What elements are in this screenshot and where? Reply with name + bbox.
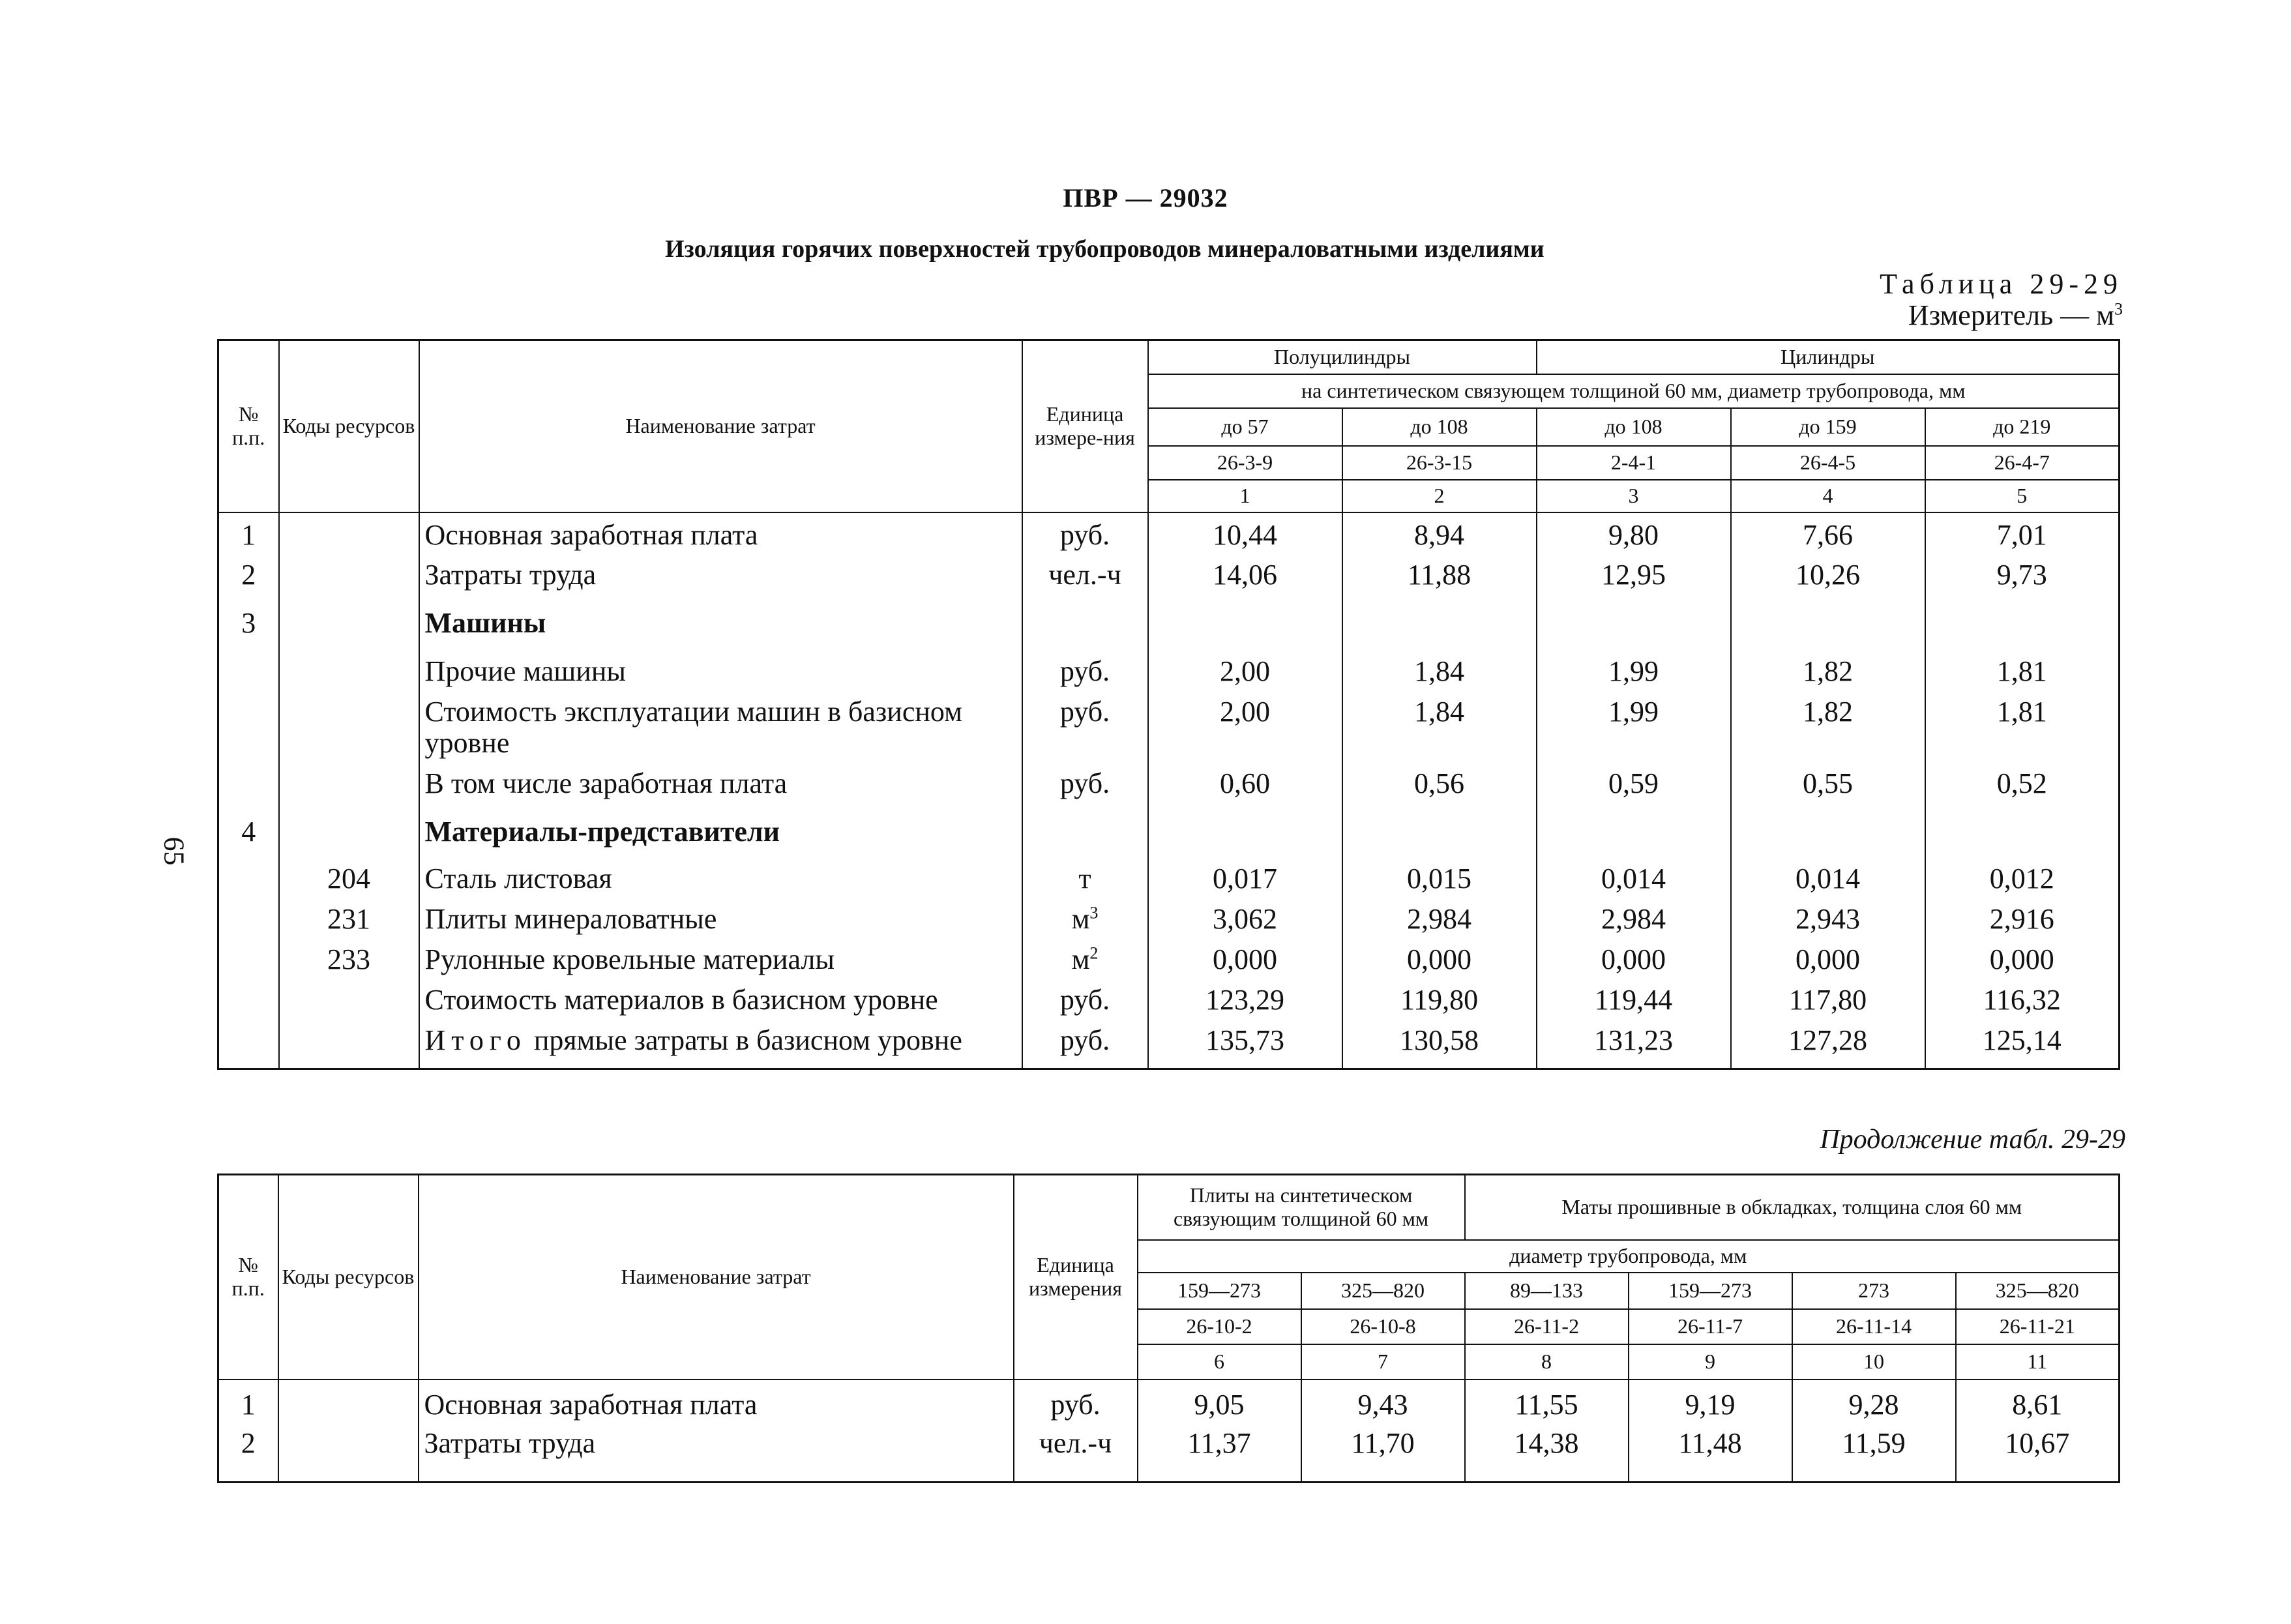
row-value: 10,67 [1956,1428,2120,1483]
row-value: 125,14 [1925,1025,2120,1069]
section-heading: Машины [419,608,1022,656]
row-code [279,512,419,559]
header-diameter: 89—133 [1465,1273,1629,1309]
header-colnum: 3 [1537,480,1731,512]
row-name: Плиты минераловатные [419,904,1022,944]
row-value: 2,916 [1925,904,2120,944]
header-diameter: 325—820 [1956,1273,2120,1309]
table-row [218,1428,2120,1483]
row-value: 9,73 [1925,559,2120,608]
row-value [1925,816,2120,863]
row-value: 14,06 [1148,559,1342,608]
table-row [218,768,2120,816]
row-code: 204 [279,863,419,904]
row-code [279,768,419,816]
row-name [419,1025,1022,1069]
row-num: 2 [218,1428,278,1483]
row-value: 11,70 [1301,1428,1465,1483]
row-value: 1,81 [1925,696,2120,768]
header-code: 26-3-9 [1148,446,1342,480]
row-value: 11,48 [1629,1428,1792,1483]
header-colnum: 11 [1956,1344,2120,1380]
header-colnum: 6 [1138,1344,1301,1380]
row-code [279,816,419,863]
header-num: № п.п. [218,1175,278,1380]
row-num [218,656,279,696]
header-colnum: 5 [1925,480,2120,512]
header-diameter: до 108 [1537,408,1731,446]
header-diameter: до 108 [1342,408,1537,446]
section-heading: Материалы-представители [419,816,1022,863]
row-value: 14,38 [1465,1428,1629,1483]
row-value [1925,608,2120,656]
unit-sup: 2 [1089,943,1099,962]
row-value: 117,80 [1731,984,1925,1025]
row-value: 116,32 [1925,984,2120,1025]
header-num: № п.п. [218,340,279,512]
header-unit: Единица измерения [1014,1175,1138,1380]
header-code: 26-11-21 [1956,1309,2120,1344]
unit-text: м [1071,902,1090,935]
row-value: 1,84 [1342,656,1537,696]
table-row [218,696,2120,768]
row-value: 123,29 [1148,984,1342,1025]
table-row [218,559,2120,608]
row-value: 2,984 [1342,904,1537,944]
cost-table-main [217,339,2120,1070]
row-value: 1,81 [1925,656,2120,696]
header-colnum: 10 [1792,1344,1956,1380]
row-value [1537,608,1731,656]
row-value: 9,43 [1301,1380,1465,1428]
header-colnum: 1 [1148,480,1342,512]
row-unit [1022,944,1148,984]
row-name: Основная заработная плата [419,1380,1014,1428]
row-value [1342,608,1537,656]
header-group-plity: Плиты на синтетическом связующим толщиной 60 мм [1138,1175,1465,1240]
header-colnum: 8 [1465,1344,1629,1380]
row-num: 2 [218,559,279,608]
header-code: 26-11-7 [1629,1309,1792,1344]
row-unit: т [1022,863,1148,904]
row-value: 0,52 [1925,768,2120,816]
row-unit: руб. [1022,656,1148,696]
document-title: ПВР — 29032 [1063,183,1228,213]
row-num [218,904,279,944]
row-code [279,696,419,768]
row-value [1148,816,1342,863]
row-value: 9,80 [1537,512,1731,559]
row-value: 0,012 [1925,863,2120,904]
row-unit [1022,816,1148,863]
header-group-polucilindry: Полуцилиндры [1148,340,1537,374]
header-colnum: 2 [1342,480,1537,512]
row-value: 11,37 [1138,1428,1301,1483]
row-value: 2,943 [1731,904,1925,944]
row-value [1537,816,1731,863]
header-group-maty: Маты прошивные в обкладках, толщина слоя 60 мм [1465,1175,2120,1240]
row-unit: руб. [1014,1380,1138,1428]
table-row [218,1380,2120,1428]
row-num: 1 [218,512,279,559]
header-codes: Коды ресурсов [278,1175,419,1380]
row-value: 8,61 [1956,1380,2120,1428]
header-code: 26-11-2 [1465,1309,1629,1344]
table-row-section [218,816,2120,863]
header-code: 26-10-8 [1301,1309,1465,1344]
header-name: Наименование затрат [419,340,1022,512]
row-value: 2,984 [1537,904,1731,944]
row-value: 9,19 [1629,1380,1792,1428]
row-value: 0,017 [1148,863,1342,904]
header-diameter: до 159 [1731,408,1925,446]
row-value: 131,23 [1537,1025,1731,1069]
row-num [218,768,279,816]
row-value: 0,55 [1731,768,1925,816]
table-row [218,656,2120,696]
unit-sup: 3 [1089,902,1099,922]
row-code [279,1025,419,1069]
header-code: 26-10-2 [1138,1309,1301,1344]
row-value: 10,26 [1731,559,1925,608]
row-value: 0,59 [1537,768,1731,816]
row-value: 11,88 [1342,559,1537,608]
row-value: 9,28 [1792,1380,1956,1428]
header-code: 26-11-14 [1792,1309,1956,1344]
row-unit: руб. [1022,512,1148,559]
header-code: 26-4-7 [1925,446,2120,480]
header-diameter: до 57 [1148,408,1342,446]
header-unit: Единица измере-ния [1022,340,1148,512]
document-subtitle: Изоляция горячих поверхностей трубопроводов минераловатными изделиями [665,235,1545,263]
row-value: 0,000 [1342,944,1537,984]
header-name: Наименование затрат [419,1175,1014,1380]
row-unit: чел.-ч [1014,1428,1138,1483]
header-colnum: 7 [1301,1344,1465,1380]
row-num [218,696,279,768]
row-value: 135,73 [1148,1025,1342,1069]
header-diameter: 273 [1792,1273,1956,1309]
row-unit: руб. [1022,696,1148,768]
total-label-rest: прямые затраты в базисном уровне [526,1024,962,1056]
row-value: 0,014 [1731,863,1925,904]
row-value: 1,82 [1731,656,1925,696]
row-name: Сталь листовая [419,863,1022,904]
row-value: 127,28 [1731,1025,1925,1069]
row-num [218,1025,279,1069]
continuation-label: Продолжение табл. 29-29 [1820,1125,2125,1155]
row-name: Основная заработная плата [419,512,1022,559]
unit-text: м [1071,943,1090,975]
row-value: 0,000 [1925,944,2120,984]
row-unit [1022,904,1148,944]
row-code [279,559,419,608]
table-row [218,512,2120,559]
row-value: 1,84 [1342,696,1537,768]
total-label: Итого [424,1024,527,1056]
row-unit: руб. [1022,1025,1148,1069]
header-code: 26-3-15 [1342,446,1537,480]
cost-table-continuation [217,1174,2120,1483]
row-name: Затраты труда [419,559,1022,608]
row-name: Затраты труда [419,1428,1014,1483]
row-value: 8,94 [1342,512,1537,559]
row-value: 2,00 [1148,696,1342,768]
row-unit: руб. [1022,984,1148,1025]
unit-label-text: Измеритель — м [1908,299,2114,331]
row-value: 7,01 [1925,512,2120,559]
row-value: 7,66 [1731,512,1925,559]
row-value: 0,60 [1148,768,1342,816]
row-value: 0,000 [1148,944,1342,984]
row-code [279,984,419,1025]
header-diameter: 325—820 [1301,1273,1465,1309]
header-diameter: до 219 [1925,408,2120,446]
row-code [278,1380,419,1428]
header-subheader: на синтетическом связующем толщиной 60 мм, диаметр трубопровода, мм [1148,374,2120,408]
header-code: 2-4-1 [1537,446,1731,480]
row-value: 2,00 [1148,656,1342,696]
header-code: 26-4-5 [1731,446,1925,480]
row-value: 1,99 [1537,656,1731,696]
row-name: Стоимость материалов в базисном уровне [419,984,1022,1025]
row-unit: чел.-ч [1022,559,1148,608]
row-code: 231 [279,904,419,944]
table-row [218,863,2120,904]
row-value: 119,80 [1342,984,1537,1025]
row-num [218,944,279,984]
header-subheader: диаметр трубопровода, мм [1138,1240,2120,1273]
header-diameter: 159—273 [1629,1273,1792,1309]
row-value: 11,55 [1465,1380,1629,1428]
row-value: 0,000 [1731,944,1925,984]
header-diameter: 159—273 [1138,1273,1301,1309]
row-value: 1,99 [1537,696,1731,768]
row-value [1342,816,1537,863]
row-code [279,656,419,696]
row-unit: руб. [1022,768,1148,816]
table-row [218,944,2120,984]
row-name: Рулонные кровельные материалы [419,944,1022,984]
row-name: В том числе заработная плата [419,768,1022,816]
table-row [218,904,2120,944]
row-value: 10,44 [1148,512,1342,559]
row-num [218,984,279,1025]
row-value: 11,59 [1792,1428,1956,1483]
unit-label [1908,299,2123,332]
table-label: Таблица 29-29 [1880,268,2123,300]
header-colnum: 9 [1629,1344,1792,1380]
row-num: 1 [218,1380,278,1428]
row-value: 0,000 [1537,944,1731,984]
row-value [1148,608,1342,656]
row-name: Прочие машины [419,656,1022,696]
row-value [1731,816,1925,863]
page-number: 65 [158,836,190,866]
row-name: Стоимость эксплуатации машин в базисном уровне [419,696,1022,768]
row-value: 130,58 [1342,1025,1537,1069]
row-unit [1022,608,1148,656]
row-code [278,1428,419,1483]
row-value: 12,95 [1537,559,1731,608]
row-value [1731,608,1925,656]
header-colnum: 4 [1731,480,1925,512]
row-value: 119,44 [1537,984,1731,1025]
row-num: 4 [218,816,279,863]
row-num: 3 [218,608,279,656]
table-row [218,984,2120,1025]
header-codes: Коды ресурсов [279,340,419,512]
row-value: 0,56 [1342,768,1537,816]
table-row-section [218,608,2120,656]
unit-label-sup: 3 [2114,299,2123,319]
header-group-cilindry: Цилиндры [1537,340,2120,374]
row-value: 3,062 [1148,904,1342,944]
row-code [279,608,419,656]
row-num [218,863,279,904]
row-code: 233 [279,944,419,984]
row-value: 1,82 [1731,696,1925,768]
row-value: 0,014 [1537,863,1731,904]
row-value: 0,015 [1342,863,1537,904]
row-value: 9,05 [1138,1380,1301,1428]
table-row-total [218,1025,2120,1069]
